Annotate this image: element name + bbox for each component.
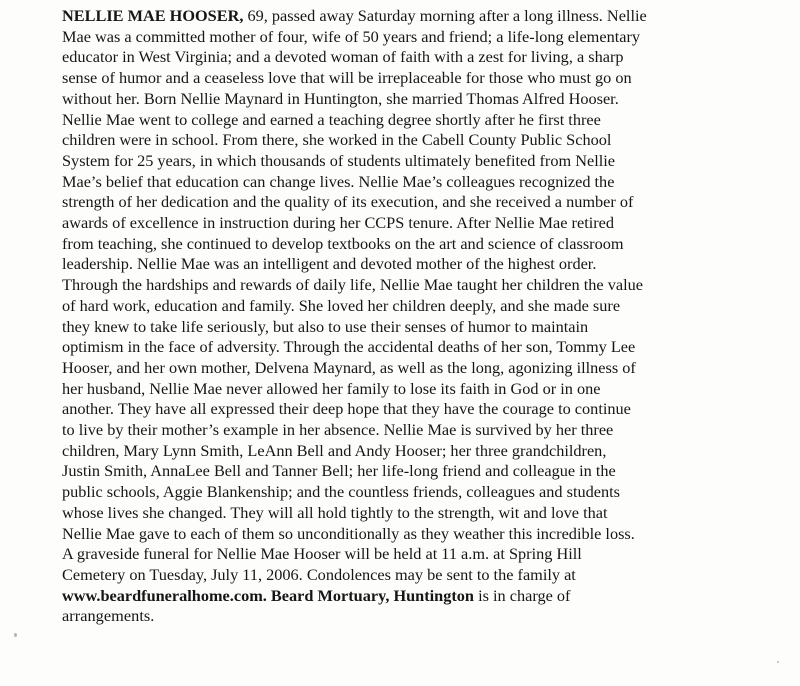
text-segment: children, Mary Lynn Smith, LeAnn Bell and Andy Hooser; her three grandchildren, xyxy=(62,440,607,460)
obituary-line xyxy=(62,234,752,255)
text-segment: Nellie Mae gave to each of them so unconditionally as they weather this incredible loss. xyxy=(62,523,635,543)
obituary-line xyxy=(62,606,752,627)
obituary-line xyxy=(62,27,752,48)
text-segment: optimism in the face of adversity. Through the accidental deaths of her son, Tommy Lee xyxy=(62,337,636,357)
obituary-line xyxy=(62,420,752,441)
text-segment: educator in West Virginia; and a devoted woman of faith with a zest for living, a sharp xyxy=(62,47,624,67)
text-segment: Mae’s belief that education can change lives. Nellie Mae’s colleagues recognized the xyxy=(62,171,615,191)
text-segment: Hooser, and her own mother, Delvena Maynard, as well as the long, agonizing illness of xyxy=(62,357,636,377)
scan-speck xyxy=(14,633,17,637)
text-segment: Justin Smith, AnnaLee Bell and Tanner Bell; her life-long friend and colleague in the xyxy=(62,461,616,481)
bold-text-segment: NELLIE MAE HOOSER, xyxy=(62,6,244,25)
text-segment: to live by their mother’s example in her absence. Nellie Mae is survived by her three xyxy=(62,420,614,440)
obituary-line xyxy=(62,213,752,234)
obituary-line xyxy=(62,503,752,524)
text-segment: is in charge of xyxy=(474,585,571,605)
obituary-line xyxy=(62,524,752,545)
text-segment: 69, passed away Saturday morning after a long illness. Nellie xyxy=(243,6,647,25)
text-segment: they knew to take life seriously, but also to use their senses of humor to maintain xyxy=(62,316,589,336)
text-segment: of hard work, education and family. She loved her children deeply, and she made sure xyxy=(62,295,621,315)
obituary-line xyxy=(62,586,752,607)
text-segment: strength of her dedication and the quality of its execution, and she received a number of xyxy=(62,192,634,212)
obituary-text xyxy=(62,6,752,627)
bold-text-segment: www.beardfuneralhome.com. Beard Mortuary, Huntington xyxy=(62,585,474,605)
text-segment: Cemetery on Tuesday, July 11, 2006. Condolences may be sent to the family at xyxy=(62,564,576,584)
text-segment: Mae was a committed mother of four, wife of 50 years and friend; a life-long elementary xyxy=(62,26,641,46)
obituary-line xyxy=(62,68,752,89)
obituary-line xyxy=(62,192,752,213)
text-segment: arrangements. xyxy=(62,606,155,626)
obituary-line xyxy=(62,47,752,68)
obituary-line xyxy=(62,461,752,482)
obituary-line xyxy=(62,275,752,296)
obituary-line xyxy=(62,172,752,193)
text-segment: another. They have all expressed their deep hope that they have the courage to continue xyxy=(62,399,631,419)
obituary-line xyxy=(62,151,752,172)
text-segment: public schools, Aggie Blankenship; and the countless friends, colleagues and students xyxy=(62,482,620,502)
obituary-line xyxy=(62,482,752,503)
obituary-line xyxy=(62,317,752,338)
obituary-line xyxy=(62,254,752,275)
obituary-line xyxy=(62,337,752,358)
text-segment: from teaching, she continued to develop textbooks on the art and science of classroom xyxy=(62,233,624,253)
text-segment: awards of excellence in instruction during her CCPS tenure. After Nellie Mae retired xyxy=(62,213,615,233)
text-segment: System for 25 years, in which thousands of students ultimately benefited from Nellie xyxy=(62,150,615,170)
obituary-line xyxy=(62,544,752,565)
text-segment: sense of humor and a ceaseless love that will be irreplaceable for those who must go on xyxy=(62,68,632,88)
obituary-line xyxy=(62,399,752,420)
scan-speck xyxy=(777,661,779,663)
obituary-line xyxy=(62,565,752,586)
text-segment: children were in school. From there, she worked in the Cabell County Public School xyxy=(62,130,612,150)
text-segment: her husband, Nellie Mae never allowed her family to lose its faith in God or in one xyxy=(62,378,601,398)
obituary-line xyxy=(62,6,752,27)
obituary-line xyxy=(62,358,752,379)
obituary-line xyxy=(62,441,752,462)
obituary-line xyxy=(62,110,752,131)
text-segment: leadership. Nellie Mae was an intelligent and devoted mother of the highest order. xyxy=(62,254,597,274)
text-segment: A graveside funeral for Nellie Mae Hooser will be held at 11 a.m. at Spring Hill xyxy=(62,544,582,564)
text-segment: without her. Born Nellie Maynard in Huntington, she married Thomas Alfred Hooser. xyxy=(62,88,619,108)
obituary-line xyxy=(62,296,752,317)
obituary-line xyxy=(62,89,752,110)
obituary-line xyxy=(62,130,752,151)
text-segment: Nellie Mae went to college and earned a teaching degree shortly after he first three xyxy=(62,109,601,129)
text-segment: whose lives she changed. They will all hold tightly to the strength, wit and love that xyxy=(62,502,608,522)
text-segment: Through the hardships and rewards of daily life, Nellie Mae taught her children the value xyxy=(62,275,643,295)
obituary-line xyxy=(62,379,752,400)
